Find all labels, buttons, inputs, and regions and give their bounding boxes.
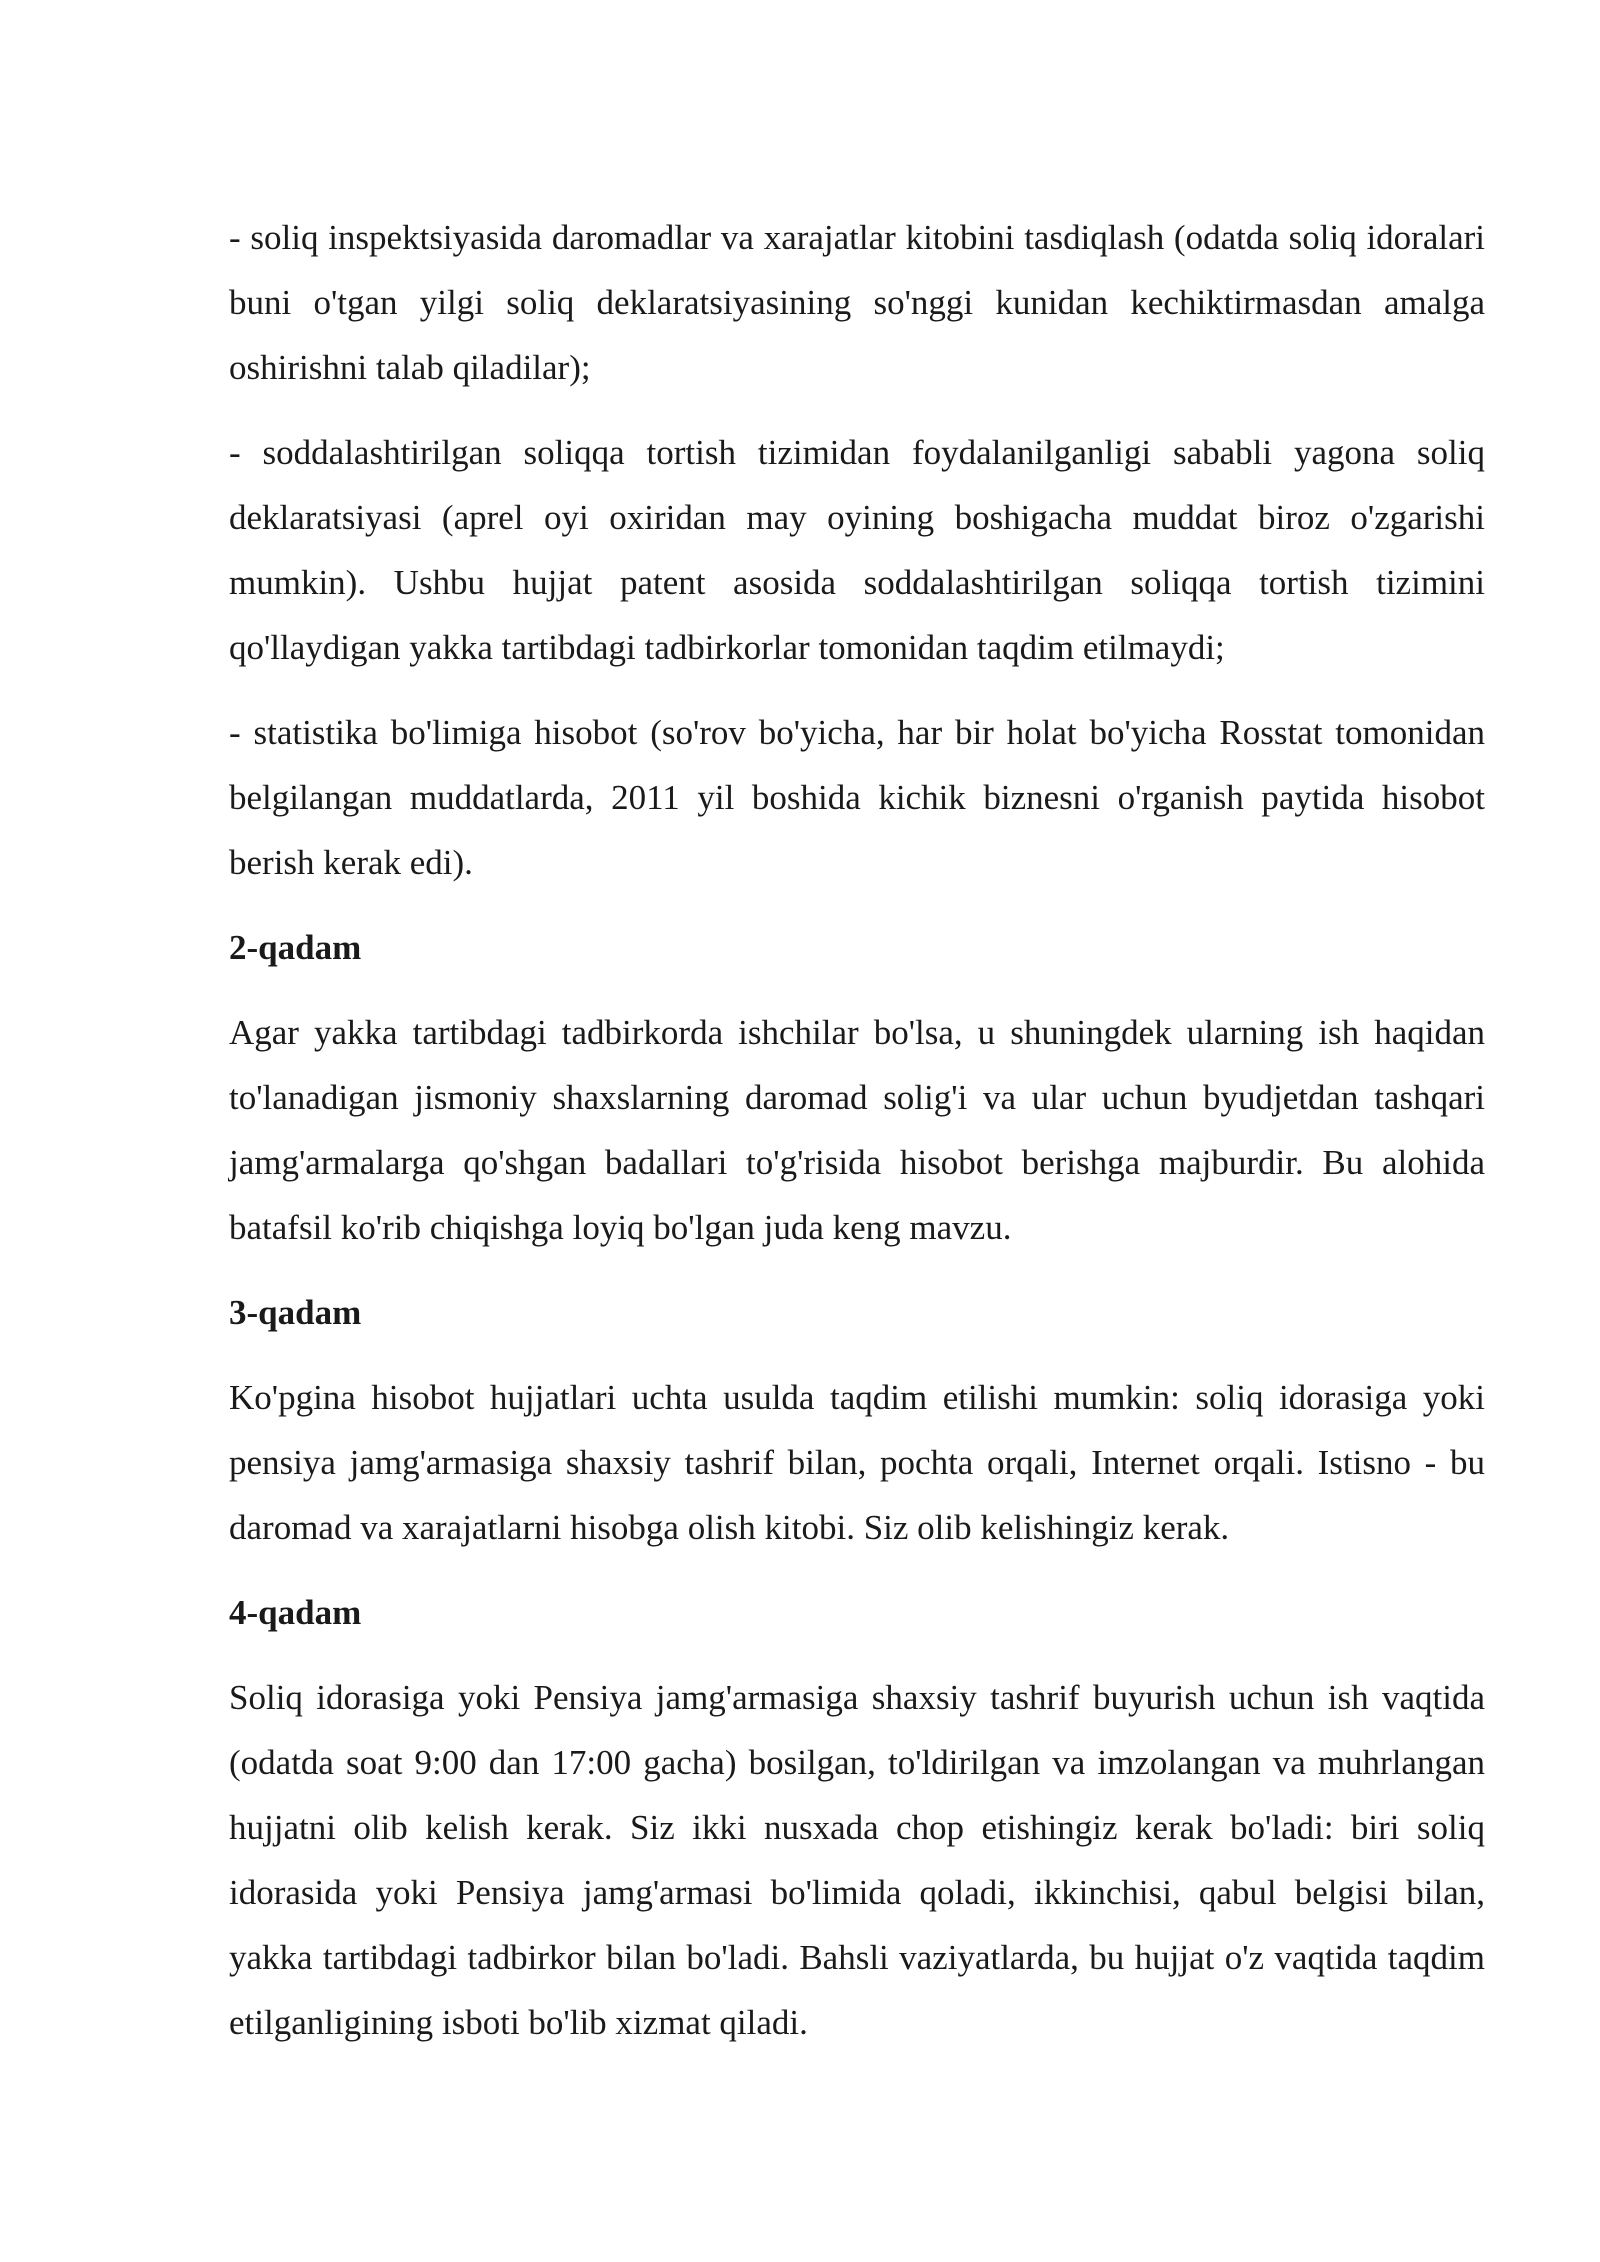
paragraph-bullet-statistics: - statistika bo'limiga hisobot (so'rov bo'yicha, har bir holat bo'yicha Rosstat tomonidan belgilangan muddatlarda, 2011 yil boshida kichik biznesni o'rganish paytida hisobot berish kerak edi). <box>229 713 1485 882</box>
document-body <box>229 205 1485 2055</box>
heading-step-2: 2-qadam <box>229 928 362 967</box>
heading-step-4: 4-qadam <box>229 1593 362 1632</box>
paragraph-bullet-income-book: - soliq inspektsiyasida daromadlar va xarajatlar kitobini tasdiqlash (odatda soliq idoralari buni o'tgan yilgi soliq deklaratsiyasining so'nggi kunidan kechiktirmasdan amalga oshirishni talab qiladilar); <box>229 218 1485 387</box>
paragraph-step-3: Ko'pgina hisobot hujjatlari uchta usulda taqdim etilishi mumkin: soliq idorasiga yoki pensiya jamg'armasiga shaxsiy tashrif bilan, pochta orqali, Internet orqali. Istisno - bu daromad va xarajatlarni hisobga olish kitobi. Siz olib kelishingiz kerak. <box>229 1378 1485 1547</box>
paragraph-step-2: Agar yakka tartibdagi tadbirkorda ishchilar bo'lsa, u shuningdek ularning ish haqidan to'lanadigan jismoniy shaxslarning daromad solig'i va ular uchun byudjetdan tashqari jamg'armalarga qo'shgan badallari to'g'risida hisobot berishga majburdir. Bu alohida batafsil ko'rib chiqishga loyiq bo'lgan juda keng mavzu. <box>229 1013 1485 1247</box>
heading-step-3: 3-qadam <box>229 1293 362 1332</box>
paragraph-step-4: Soliq idorasiga yoki Pensiya jamg'armasiga shaxsiy tashrif buyurish uchun ish vaqtida (odatda soat 9:00 dan 17:00 gacha) bosilgan, to'ldirilgan va imzolangan va muhrlangan hujjatni olib kelish kerak. Siz ikki nusxada chop etishingiz kerak bo'ladi: biri soliq idorasida yoki Pensiya jamg'armasi bo'limida qoladi, ikkinchisi, qabul belgisi bilan, yakka tartibdagi tadbirkor bilan bo'ladi. Bahsli vaziyatlarda, bu hujjat o'z vaqtida taqdim etilganligining isboti bo'lib xizmat qiladi. <box>229 1678 1485 2042</box>
paragraph-bullet-simplified-tax: - soddalashtirilgan soliqqa tortish tizimidan foydalanilganligi sababli yagona soliq deklaratsiyasi (aprel oyi oxiridan may oyining boshigacha muddat biroz o'zgarishi mumkin). Ushbu hujjat patent asosida soddalashtirilgan soliqqa tortish tizimini qo'llaydigan yakka tartibdagi tadbirkorlar tomonidan taqdim etilmaydi; <box>229 433 1485 667</box>
